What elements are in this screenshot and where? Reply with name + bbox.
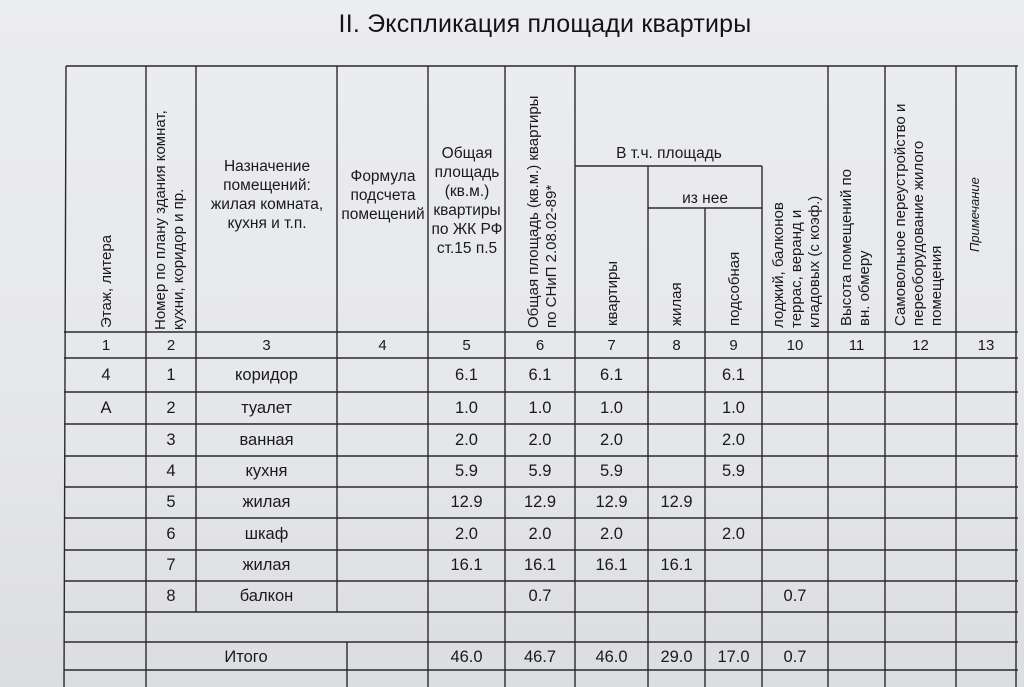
- cell-floor: [66, 424, 146, 456]
- cell-c8: [648, 456, 705, 487]
- header-floor: Этаж, литера: [98, 234, 115, 328]
- cell-c5: 1.0: [455, 398, 478, 417]
- cell-floor: [66, 456, 146, 487]
- cell-floor: [66, 518, 146, 550]
- cell-c7: 2.0: [600, 430, 623, 449]
- header-of-which: из нее: [682, 189, 728, 207]
- cell-c10: [762, 518, 828, 550]
- cell-num: 2: [166, 398, 176, 417]
- cell-c6: 2.0: [528, 430, 552, 449]
- cell-c8: [648, 581, 705, 612]
- cell-c9: 2.0: [722, 430, 745, 449]
- header-balconies: лоджий, балконов террас, веранд и кладовых (с коэф.): [770, 195, 823, 328]
- cell-name: кухня: [245, 462, 288, 480]
- cell-floor: [66, 581, 146, 612]
- col-num: 4: [378, 337, 387, 354]
- cell-c7: 12.9: [595, 493, 628, 511]
- col-num: 13: [977, 337, 995, 354]
- header-room-number: Номер по плану здания комнат, кухни, коридор и пр.: [152, 110, 187, 330]
- col-num: 5: [462, 337, 471, 354]
- cell-c8: [648, 518, 705, 550]
- cell-c8: 16.1: [660, 556, 693, 574]
- cell-c10: [762, 550, 828, 581]
- cell-c7: [575, 581, 648, 612]
- col-num: 8: [672, 337, 681, 354]
- col-num: 6: [535, 337, 545, 354]
- col-num: 7: [607, 337, 616, 354]
- cell-c9: 6.1: [722, 365, 745, 384]
- cell-c7: 2.0: [600, 524, 623, 543]
- cell-name: туалет: [241, 398, 292, 417]
- cell-c9: 1.0: [722, 398, 745, 417]
- cell-c6: 16.1: [523, 556, 557, 574]
- cell-c10: [762, 487, 828, 518]
- header-living: жилая: [668, 282, 685, 326]
- col-num: 3: [262, 337, 271, 354]
- total-c9: 17.0: [717, 647, 750, 666]
- cell-c5: 5.9: [455, 462, 478, 480]
- cell-name: шкаф: [244, 524, 289, 543]
- col-num: 2: [166, 337, 176, 354]
- cell-c8: [648, 424, 705, 456]
- cell-name: балкон: [239, 587, 294, 605]
- total-c6: 46.7: [523, 647, 557, 666]
- header-formula: Формула подсчета помещений: [341, 167, 425, 223]
- cell-c9: 2.0: [722, 524, 745, 543]
- cell-num: 6: [166, 524, 176, 543]
- cell-num: 4: [166, 462, 176, 480]
- cell-c6: 0.7: [528, 587, 552, 605]
- header-room-purpose: Назначение помещений: жилая комната, кухня и т.п.: [210, 158, 324, 232]
- cell-name: ванная: [239, 430, 294, 449]
- cell-name: жилая: [242, 493, 291, 511]
- cell-c5: 6.1: [455, 365, 478, 384]
- total-c5: 46.0: [450, 647, 483, 666]
- col-num: 12: [912, 337, 929, 354]
- cell-num: 1: [166, 365, 176, 384]
- header-note: Примечание: [967, 177, 982, 252]
- cell-c6: 6.1: [528, 365, 552, 384]
- header-auxiliary: подсобная: [726, 251, 743, 326]
- document-title: II. Экспликация площади квартиры: [338, 10, 752, 38]
- cell-num: 5: [166, 493, 176, 511]
- cell-c9: [705, 550, 762, 581]
- cell-name: жилая: [242, 556, 291, 574]
- total-c8: 29.0: [660, 647, 693, 666]
- col-num: 10: [786, 337, 804, 354]
- total-c10: 0.7: [783, 647, 807, 666]
- cell-floor: [66, 550, 146, 581]
- cell-name: коридор: [235, 365, 298, 384]
- cell-c5: 2.0: [455, 524, 478, 543]
- cell-c9: 5.9: [722, 462, 745, 480]
- header-total-area-zhk: Общая площадь (кв.м.) квартиры по ЖК РФ ст.15 п.5: [431, 145, 503, 257]
- col-num: 11: [848, 337, 865, 354]
- total-c7: 46.0: [595, 647, 628, 666]
- cell-floor: [66, 487, 146, 518]
- cell-c6: 12.9: [523, 493, 557, 511]
- cell-c8: [648, 358, 705, 392]
- cell-c5: 12.9: [450, 493, 483, 511]
- cell-c10: [762, 358, 828, 392]
- cell-floor: А: [100, 398, 112, 417]
- cell-c5: 2.0: [455, 430, 478, 449]
- cell-c6: 5.9: [528, 462, 552, 480]
- cell-floor: 4: [101, 365, 111, 384]
- cell-c5: 16.1: [450, 556, 483, 574]
- cell-c9: [705, 581, 762, 612]
- cell-num: 7: [166, 556, 176, 574]
- header-apartment: квартиры: [604, 260, 621, 326]
- header-unauthorized-rebuild: Самовольное переустройство и переоборудование жилого помещения: [892, 103, 945, 326]
- cell-num: 3: [166, 430, 176, 449]
- cell-c8: 12.9: [660, 493, 693, 511]
- cell-c9: [705, 487, 762, 518]
- header-height: Высота помещений по вн. обмеру: [838, 169, 873, 326]
- col-num: 1: [101, 337, 111, 354]
- cell-c6: 1.0: [528, 398, 552, 417]
- cell-c7: 16.1: [595, 556, 628, 574]
- cell-num: 8: [166, 587, 176, 605]
- cell-c7: 5.9: [600, 462, 623, 480]
- cell-c6: 2.0: [528, 524, 552, 543]
- total-label: Итого: [224, 647, 268, 666]
- header-incl-area: В т.ч. площадь: [616, 144, 722, 162]
- cell-c5: [428, 581, 505, 612]
- cell-c8: [648, 392, 705, 424]
- cell-c10: [762, 456, 828, 487]
- header-total-area-snip: Общая площадь (кв.м.) квартиры по СНиП 2.08.02-89*: [525, 95, 560, 328]
- cell-c10: [762, 392, 828, 424]
- col-num: 9: [729, 337, 738, 354]
- cell-c7: 6.1: [600, 365, 623, 384]
- cell-c10: [762, 424, 828, 456]
- cell-c10: 0.7: [783, 587, 807, 605]
- cell-c7: 1.0: [600, 398, 623, 417]
